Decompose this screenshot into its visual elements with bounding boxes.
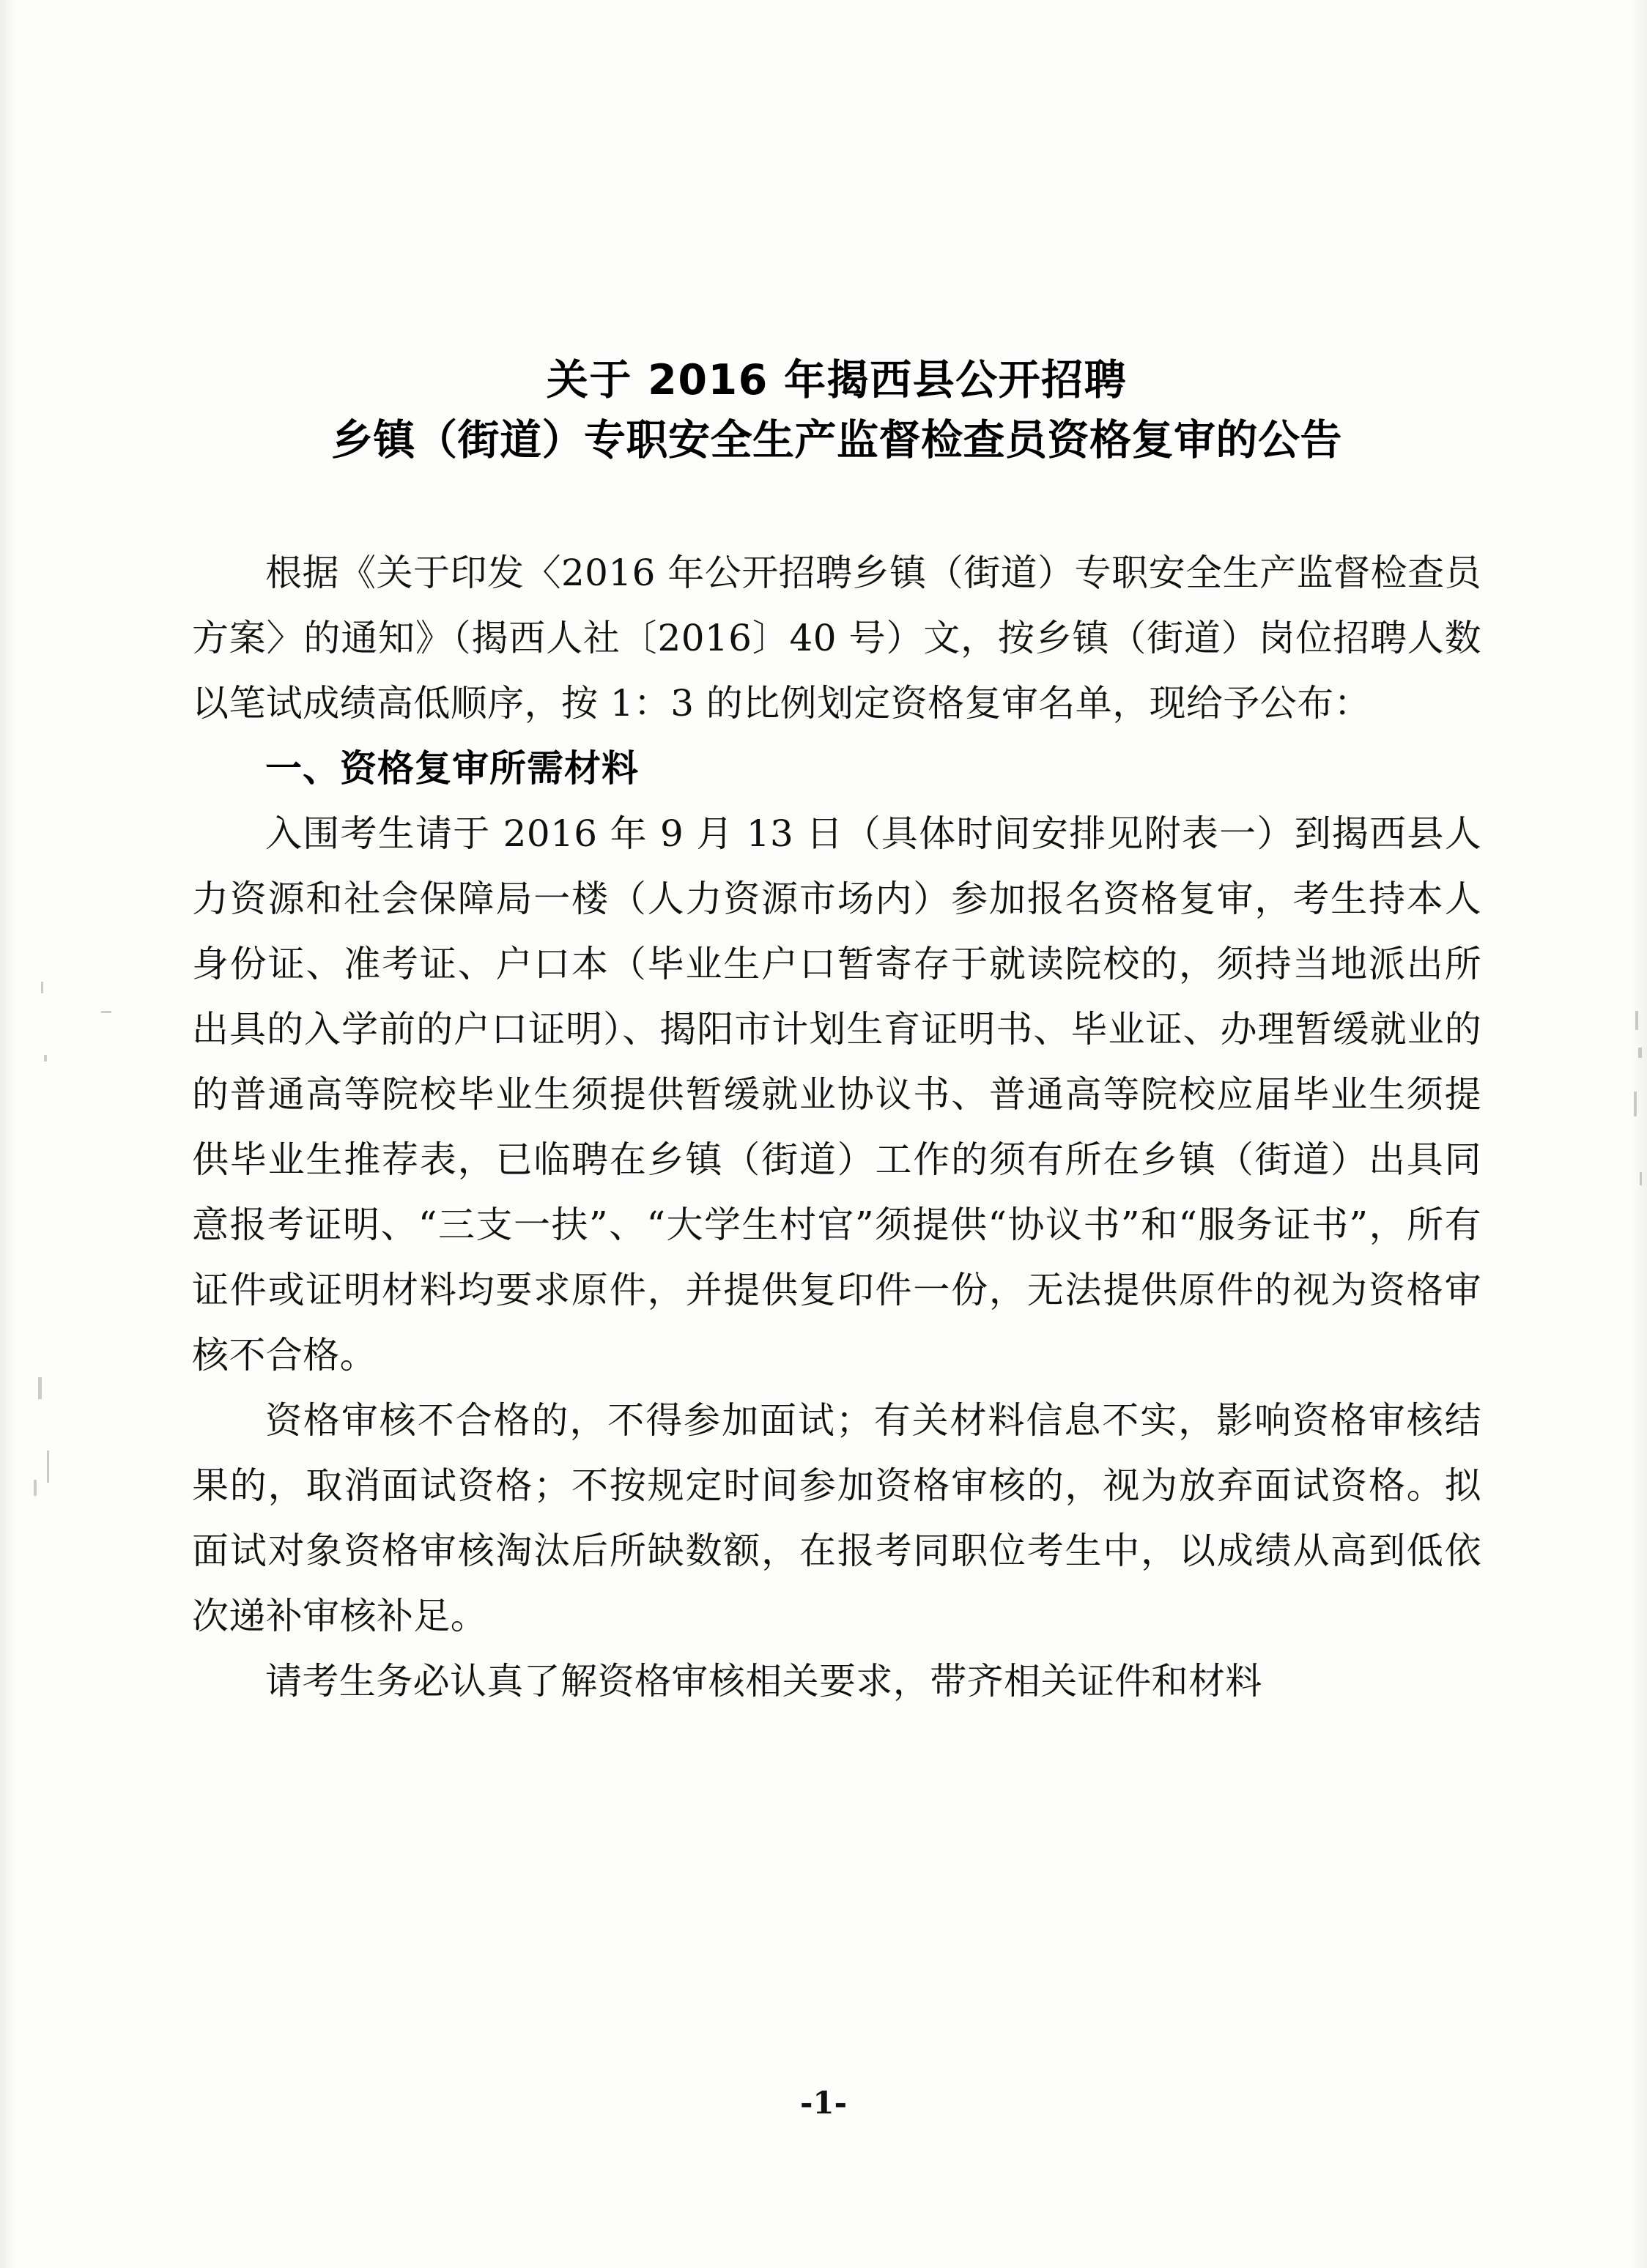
scan-speck: [1634, 1092, 1637, 1116]
paragraph-reminder: 请考生务必认真了解资格审核相关要求，带齐相关证件和材料: [265, 1660, 1262, 1702]
scan-edge-right: [1628, 0, 1647, 2268]
scan-speck: [44, 1055, 47, 1061]
scan-speck: [1640, 1172, 1642, 1185]
body-content: [192, 541, 1481, 1714]
page-title: [192, 0, 1481, 470]
scan-speck: [34, 1480, 37, 1496]
scan-speck: [38, 1377, 42, 1399]
title-line-1: 关于 2016 年揭西县公开招聘: [546, 356, 1128, 404]
scan-speck: [41, 982, 43, 993]
paragraph-required-materials: 入围考生请于 2016 年 9 月 13 日（具体时间安排见附表一）到揭西县人力资源和社会保障局一楼（人力资源市场内）参加报名资格复审，考生持本人身份证、准考证、户口本（毕业生户口暂寄存于就读院校的，须持当地派出所出具的入学前的户口证明）、揭阳市计划生育证明书、毕业证、办理暂缓就业的的普通高等院校毕业生须提供暂缓就业协议书、普通高等院校应届毕业生须提供毕业生推荐表，已临聘在乡镇（街道）工作的须有所在乡镇（街道）出具同意报考证明、“三支一扶”、“大学生村官”须提供“协议书”和“服务证书”，所有证件或证明材料均要求原件，并提供复印件一份，无法提供原件的视为资格审核不合格。: [192, 812, 1481, 1376]
scan-speck: [1638, 1048, 1642, 1058]
scan-speck: [1635, 1011, 1638, 1030]
scan-speck: [101, 1011, 111, 1013]
document-body: [192, 0, 1481, 2268]
title-line-2: 乡镇（街道）专职安全生产监督检查员资格复审的公告: [331, 416, 1342, 464]
paragraph-disqualification: 资格审核不合格的，不得参加面试；有关材料信息不实，影响资格审核结果的，取消面试资格；不按规定时间参加资格审核的，视为放弃面试资格。拟面试对象资格审核淘汰后所缺数额，在报考同职位考生中，以成绩从高到低依次递补审核补足。: [192, 1399, 1481, 1637]
page-number: -1-: [799, 2085, 848, 2121]
section-heading-materials: 一、资格复审所需材料: [265, 747, 639, 790]
scan-edge-left: [0, 0, 19, 2268]
scan-speck: [47, 1450, 49, 1483]
paragraph-basis: 根据《关于印发〈2016 年公开招聘乡镇（街道）专职安全生产监督检查员方案〉的通知》（揭西人社〔2016〕40 号）文，按乡镇（街道）岗位招聘人数以笔试成绩高低顺序，按 1：3 的比例划定资格复审名单，现给予公布：: [192, 552, 1481, 724]
